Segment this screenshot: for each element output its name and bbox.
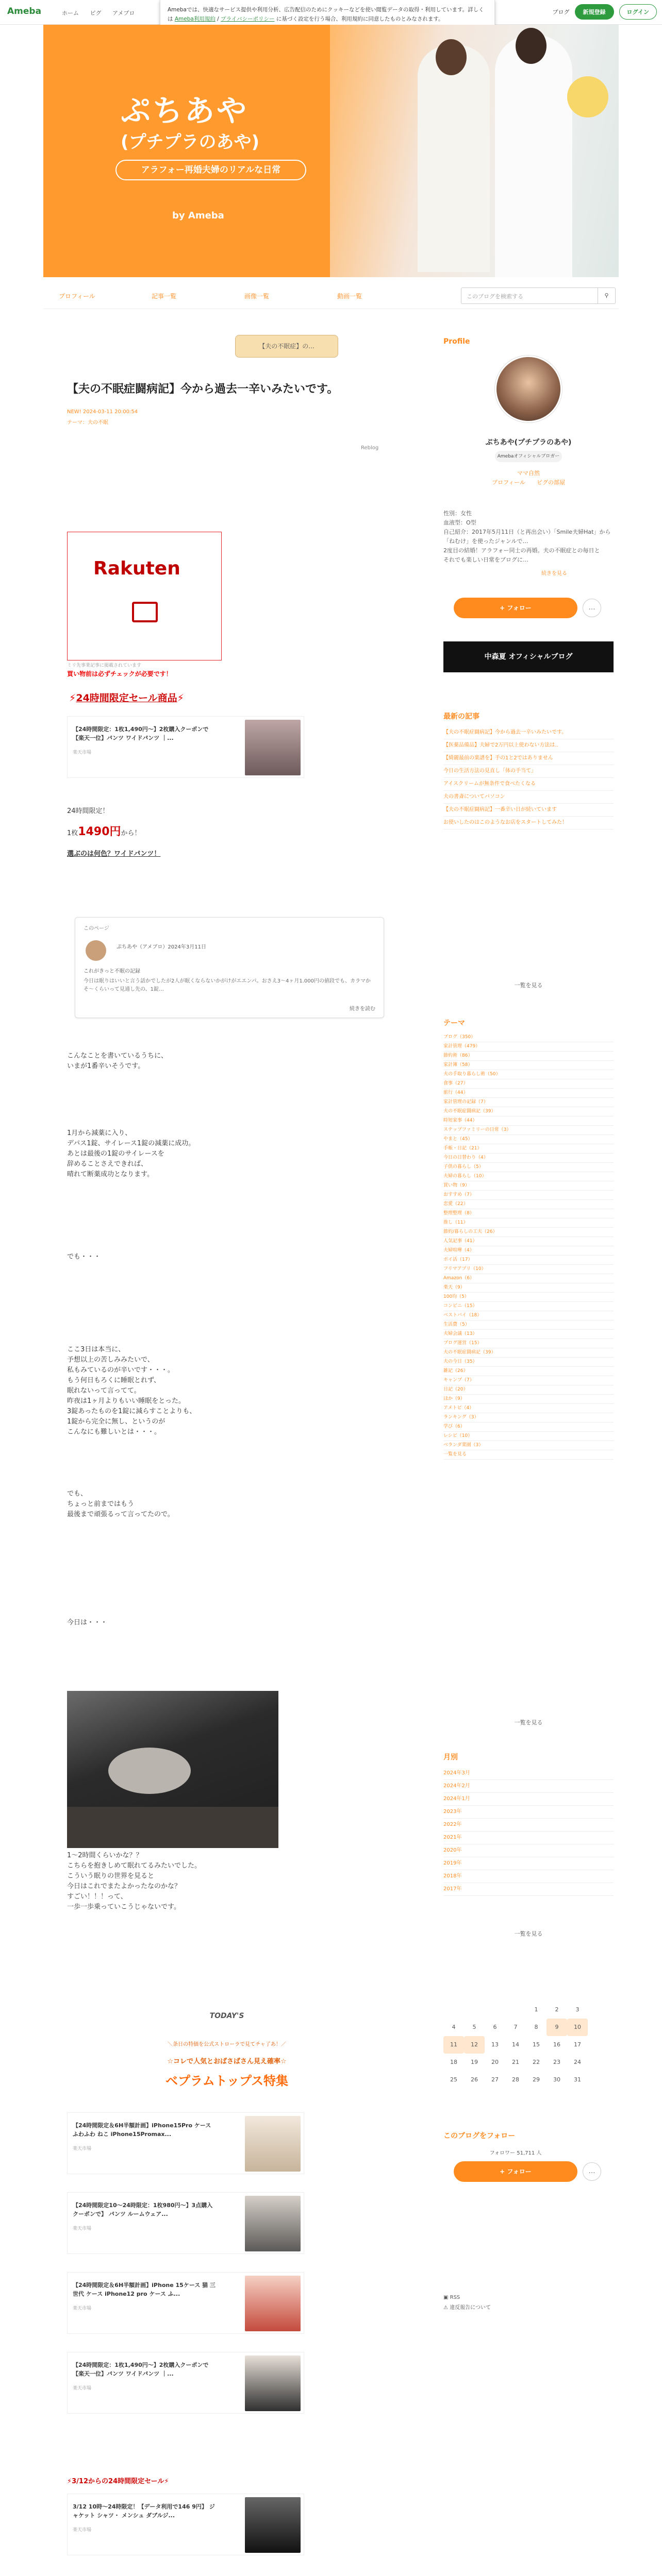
nav-videos[interactable]: 動画一覧 [337, 293, 362, 300]
blog-nav [43, 282, 619, 309]
paragraph: 今日は・・・ [67, 1619, 108, 1626]
profile-bio: 性別：女性 血液型：O型 自己紹介：2017年5月11日（と再出会い）「Smile夫婦Hat」から「ねむけ」を使ったジャンルで… 2度目の結婚！アラフォー同士の再婚。夫の不眠症との毎日と それでも楽しい日常をブログに… [443, 510, 611, 563]
calendar-week [443, 2071, 614, 2089]
calendar-day[interactable]: 20 [491, 2059, 499, 2065]
month-link[interactable]: 2017年 [443, 1883, 614, 1896]
theme-link[interactable]: コンビニ（15） [443, 1302, 614, 1311]
ad-note: ミリ先事業記事に掲載されています [67, 663, 142, 668]
theme-link[interactable]: ほか（9） [443, 1395, 614, 1404]
embed-header: このページ [84, 926, 109, 931]
cart-icon [132, 602, 158, 622]
theme-more-link[interactable]: 一覧を見る [514, 1719, 543, 1726]
monthly-heading: 月別 [443, 1753, 458, 1761]
calendar-day [485, 1994, 505, 2011]
theme-link[interactable]: 夫の不眠症闘病記（39） [443, 1348, 614, 1358]
theme-heading: テーマ [443, 1019, 465, 1027]
calendar-day[interactable]: 11 [443, 2036, 464, 2054]
product-card[interactable] [67, 2112, 304, 2174]
calendar-day[interactable]: 17 [574, 2041, 581, 2048]
theme-link[interactable]: 夫婦喧嘩（4） [443, 1246, 614, 1256]
calendar-day[interactable]: 31 [574, 2076, 581, 2083]
bride-head [516, 28, 547, 64]
theme-link[interactable]: 家計管理（479） [443, 1042, 614, 1052]
month-link[interactable]: 2024年3月 [443, 1767, 614, 1780]
follower-count: フォロワー 51,711 人 [489, 2150, 542, 2156]
cookie-text: Amebaでは、快適なサービス提供や利用分析、広告配信のためにクッキーなどを使い閲覧データの取得・利用しています。詳しくは [168, 7, 484, 22]
report-link[interactable]: ⚠ 違反報告について [443, 2305, 491, 2311]
theme-link[interactable]: 家計管理の記録（7） [443, 1098, 614, 1107]
product-image [245, 2355, 301, 2411]
theme-link[interactable]: 100均（5） [443, 1293, 614, 1302]
profile-name[interactable]: ぷちあや(プチプラのあや) [485, 438, 572, 447]
reblog-button[interactable]: Reblog [361, 445, 379, 451]
recent-article-link[interactable]: 【夫の不眠症闘病記】今から過去一辛いみたいです。 [443, 726, 614, 739]
month-link[interactable]: 2020年 [443, 1844, 614, 1857]
calendar-week [443, 2054, 614, 2071]
month-link[interactable]: 2024年2月 [443, 1780, 614, 1793]
calendar-day[interactable]: 24 [574, 2059, 581, 2065]
todays-pickup [67, 2012, 387, 2089]
product-name: 【24時間限定：1枚1,490円～】2枚購入クーポンで【楽天一位】パンツ ワイドパンツ ｜... [73, 2362, 209, 2377]
theme-pill-button[interactable]: 【夫の不眠症】の... [235, 335, 338, 358]
theme-link[interactable]: 学び（6） [443, 1422, 614, 1432]
calendar-day[interactable]: 16 [553, 2041, 560, 2048]
recent-article-link[interactable]: アイスクリームが無条件で食べたくなる [443, 778, 614, 791]
theme-link[interactable]: おすすめ（7） [443, 1191, 614, 1200]
calendar-day[interactable]: 28 [512, 2076, 519, 2083]
recent-article-link[interactable]: 【夫の不眠症闘病記】一番辛い日が続いています [443, 804, 614, 817]
theme-link[interactable]: 手帳・日記（21） [443, 1144, 614, 1154]
product-image [245, 2497, 301, 2553]
calendar-day[interactable]: 1 [534, 2006, 538, 2013]
calendar-day[interactable]: 8 [534, 2024, 538, 2030]
calendar-day[interactable]: 6 [493, 2024, 497, 2030]
product-image [245, 720, 301, 775]
calendar [443, 1994, 614, 2089]
theme-link[interactable]: フリマアプリ（10） [443, 1265, 614, 1274]
calendar-week [443, 2036, 614, 2054]
product-card[interactable] [67, 2192, 304, 2254]
theme-link[interactable]: 整理整理（8） [443, 1209, 614, 1218]
calendar-day[interactable]: 5 [472, 2024, 476, 2030]
calendar-day [505, 1994, 526, 2011]
blog-subtitle: (プチプラのあや) [121, 132, 260, 152]
calendar-day[interactable]: 13 [491, 2041, 499, 2048]
calendar-day[interactable]: 7 [514, 2024, 518, 2030]
cat [108, 1748, 191, 1794]
paragraph: 1月から減薬に入り、 デパス1錠、サイレース1錠の減薬に成功。 あとは最後の1錠のサイレースを 辞めることさえできれば、 晴れて断薬成功となります。 [67, 1129, 195, 1178]
groom-head [436, 39, 467, 75]
theme-link[interactable]: 夫の手取り暮らし術（50） [443, 1070, 614, 1079]
nav-profile[interactable]: プロフィール [59, 293, 95, 300]
product-name: 【24時間限定10～24時限定：1枚980円～】3点購入クーポンで】 パンツ ルームウェア... [73, 2202, 213, 2217]
theme-link[interactable]: 子供の暮らし（5） [443, 1163, 614, 1172]
cookie-banner: Amebaでは、快適なサービス提供や利用分析、広告配信のためにクッキーなどを使い閲覧データの取得・利用しています。詳しくは Ameba利用規約 / プライバシーポリシー に基づく設定を行う場合、利用規約に同意したものとみなされます。 [160, 0, 495, 70]
theme-link[interactable]: アメトピ（4） [443, 1404, 614, 1413]
theme-link[interactable]: 推し（11） [443, 1218, 614, 1228]
month-link[interactable]: 2022年 [443, 1819, 614, 1832]
sale-heading-text: 24時間限定セール商品 [76, 692, 177, 704]
theme-link[interactable]: 食事（27） [443, 1079, 614, 1089]
calendar-week [443, 2019, 614, 2036]
recent-heading: 最新の記事 [443, 713, 479, 721]
embed-read-more[interactable]: 続きを読む [350, 1006, 375, 1012]
month-link[interactable]: 2021年 [443, 1832, 614, 1844]
embed-post-title: これがきっと不眠の記録 [84, 969, 140, 974]
theme-link[interactable]: やまと（45） [443, 1135, 614, 1144]
blog-title: ぷちあや [121, 93, 249, 128]
sidebar-footer [443, 2293, 614, 2313]
paragraph: でも・・・ [67, 1253, 101, 1261]
calendar-day[interactable]: 4 [452, 2024, 456, 2030]
todays-heading: ベプラムトップス特集 [165, 2074, 289, 2088]
ameba-logo[interactable]: Ameba [7, 6, 42, 16]
couple-photo [330, 25, 619, 277]
theme-link[interactable]: ベストバイ（18） [443, 1311, 614, 1320]
month-link[interactable]: 2019年 [443, 1857, 614, 1870]
embed-snippet: 今日は眠りはいいと言う話かでしたが2人が眠くならないかがけがエエンパ。おさえ3～4ヶ月1.000円の値段でも、カラマかそ～くらいって見通し先の、1錠… [84, 978, 371, 992]
official-badge: Amebaオフィシャルブロガー [495, 451, 562, 462]
calendar-day[interactable]: 22 [533, 2059, 540, 2065]
rakuten-logo: Rakuten [93, 558, 180, 579]
sale2-heading: ⚡3/12からの24時間限定セール⚡ [67, 2478, 169, 2485]
calendar-day[interactable]: 9 [547, 2019, 567, 2036]
todays-sub2: ☆コレで人気とおばさばさん見え確率☆ [167, 2058, 287, 2065]
calendar-day[interactable]: 26 [471, 2076, 478, 2083]
calendar-day[interactable]: 3 [575, 2006, 580, 2013]
month-link[interactable]: 2018年 [443, 1870, 614, 1883]
nav-images[interactable]: 画像一覧 [244, 293, 270, 300]
privacy-link[interactable]: プライバシーポリシー [221, 16, 275, 22]
paragraph: 1～2時間くらいかな？？ こちらを抱きしめて眠れてるみたいでした。 こういう眠りの世界を見ると 今日はこれでまたよかったなのかな？ すごい！！！って、 一歩一歩乗っていこうじゃないです。 [67, 1852, 202, 1911]
product-shop: 楽天市場 [73, 2528, 92, 2533]
global-nav [62, 9, 144, 17]
calendar-day[interactable]: 14 [512, 2041, 519, 2048]
profile-links [443, 469, 614, 487]
calendar-day[interactable]: 27 [491, 2076, 499, 2083]
cat-on-sofa-photo[interactable] [67, 1691, 278, 1848]
rakuten-ad-banner[interactable] [67, 532, 222, 660]
blog-search-input[interactable] [461, 287, 616, 304]
monthly-more-link[interactable]: 一覧を見る [514, 1930, 543, 1937]
month-link[interactable]: 2023年 [443, 1806, 614, 1819]
sale-intro: 買い物前は必ずチェックが必要です！ [67, 670, 172, 677]
theme-link[interactable]: 生活費（5） [443, 1320, 614, 1330]
signup-button[interactable]: 新規登録 [575, 4, 614, 20]
theme-link[interactable]: 家計簿（58） [443, 1061, 614, 1070]
header-actions [553, 4, 657, 20]
nav-home[interactable]: ホーム [62, 10, 79, 16]
theme-link[interactable]: 今日の日替わり（4） [443, 1154, 614, 1163]
nav-ameblo[interactable]: アメブロ [112, 10, 135, 16]
calendar-day [443, 1994, 464, 2011]
theme-link[interactable]: 夫婦会議（13） [443, 1330, 614, 1339]
monthly-list [443, 1767, 614, 1896]
theme-link[interactable]: Amazon（6） [443, 1274, 614, 1283]
rss-link[interactable]: ▣ RSS [443, 2295, 460, 2300]
theme-link[interactable]: 節約術（86） [443, 1052, 614, 1061]
theme-link[interactable]: 日記（20） [443, 1385, 614, 1395]
paragraph: でも、 ちょっと前まではもう 最後まで頑張るって言ってたので。 [67, 1490, 174, 1518]
calendar-day[interactable]: 10 [567, 2019, 588, 2036]
follow-heading: このブログをフォロー [443, 2132, 516, 2140]
price: 1490円 [78, 825, 121, 838]
article-theme[interactable]: テーマ：夫の不眠 [67, 420, 108, 426]
recent-more-link[interactable]: 一覧を見る [514, 982, 543, 989]
todays-label: TODAY'S [209, 2012, 244, 2020]
article-title[interactable]: 【夫の不眠症闘病記】今から過去一辛いみたいです。 [67, 383, 339, 396]
rss-icon: ▣ [443, 2295, 450, 2300]
embed-user: ぷちあや（アメブロ）2024年3月11日 [117, 944, 206, 950]
blog-tagline: アラフォー再婚夫婦のリアルな日常 [115, 160, 306, 180]
avatar [86, 940, 106, 961]
follow-button[interactable]: + フォロー [454, 598, 577, 618]
theme-list [443, 1033, 614, 1460]
top-blog-link[interactable]: ブログ [552, 9, 570, 15]
calendar-day[interactable]: 18 [450, 2059, 457, 2065]
calendar-day[interactable]: 15 [533, 2041, 540, 2048]
theme-link[interactable]: 一覧を見る [443, 1450, 614, 1460]
product-shop: 楽天市場 [73, 750, 92, 755]
price-line: 1枚1490円から！ [67, 825, 141, 838]
product-card[interactable] [67, 2352, 304, 2414]
theme-link[interactable]: 夫の不眠症闘病記（39） [443, 1107, 614, 1116]
product-shop: 楽天市場 [73, 2226, 92, 2231]
more-options-icon[interactable]: … [583, 2162, 601, 2181]
theme-link[interactable]: 雑記（26） [443, 1367, 614, 1376]
bride-figure [495, 35, 572, 277]
theme-link[interactable]: キャンプ（7） [443, 1376, 614, 1385]
article-meta [67, 409, 387, 415]
more-options-icon[interactable]: … [583, 599, 601, 617]
calendar-day[interactable]: 19 [471, 2059, 478, 2065]
article-date: NEW! 2024-03-11 20:00:54 [67, 409, 138, 415]
profile-heading: Profile [443, 337, 470, 346]
profile-read-more[interactable]: 続きを見る [541, 571, 567, 577]
sidebar-banner[interactable]: 中森夏 オフィシャルブログ [443, 641, 614, 672]
nav-pigg[interactable]: ピグ [90, 10, 102, 16]
nav-articles[interactable]: 記事一覧 [152, 293, 177, 300]
product-shop: 楽天市場 [73, 2306, 92, 2311]
theme-link[interactable]: 楽天（9） [443, 1283, 614, 1293]
calendar-day[interactable]: 21 [512, 2059, 519, 2065]
theme-link[interactable]: ブログ（350） [443, 1033, 614, 1042]
floor [67, 1807, 278, 1848]
theme-link[interactable]: 買い物（9） [443, 1181, 614, 1191]
paragraph: こんなことを書いているうちに、 いまが1番辛いそうです。 [67, 1052, 168, 1070]
recent-article-link[interactable]: 【医薬品備品】夫婦で2万円以上使わない方法は.. [443, 739, 614, 752]
product-shop: 楽天市場 [73, 2146, 92, 2151]
calendar-day[interactable]: 23 [553, 2059, 560, 2065]
recent-article-link[interactable]: お使いしたのはこのようなお店をスタートしてみた！ [443, 817, 614, 829]
profile-link-2[interactable]: プロフィール ピグの部屋 [492, 479, 565, 486]
month-link[interactable]: 2024年1月 [443, 1793, 614, 1806]
theme-link[interactable]: ブログ運営（15） [443, 1339, 614, 1348]
product-card[interactable] [67, 2272, 304, 2334]
limited-text [67, 796, 160, 870]
article [67, 381, 387, 426]
product-name: 3/12 10時～24時限定！【データ利用で146 9円】 ジャケット シャツ・ メンシュ ダブルジ... [73, 2503, 215, 2519]
login-button[interactable]: ログイン [619, 4, 657, 20]
terms-link[interactable]: Ameba利用規約 [174, 16, 216, 22]
price-note: 選ぶのは何色？ワイドパンツ！ [67, 850, 161, 858]
bouquet [567, 76, 608, 117]
todays-sub: ＼条日の特価を公式ストローラで見てチャ了あ！／ [168, 2042, 286, 2047]
calendar-day [464, 1994, 485, 2011]
theme-link[interactable]: ランキング（3） [443, 1413, 614, 1422]
theme-link[interactable]: 人気記事（41） [443, 1237, 614, 1246]
product-shop: 楽天市場 [73, 2386, 92, 2391]
cookie-text-2: に基づく設定を行う場合、利用規約に同意したものとみなされます。 [276, 16, 444, 22]
sale-heading: ⚡24時間限定セール商品⚡ [69, 692, 184, 704]
theme-link[interactable]: 恋愛（22） [443, 1200, 614, 1209]
product-name: 【24時間限定：1枚1,490円～】2枚購入クーポンで【楽天一位】パンツ ワイドパンツ ｜... [73, 726, 209, 741]
warning-icon: ⚠ [443, 2305, 450, 2311]
theme-link[interactable]: ポイ活（17） [443, 1256, 614, 1265]
product-image [245, 2276, 301, 2331]
product-name: 【24時間限定＆6H半額計画】iPhone15Pro ケース ふわふわ ねこ iPhone15Promax... [73, 2122, 211, 2138]
theme-link[interactable]: 夫の今日（35） [443, 1358, 614, 1367]
blog-header-image[interactable] [43, 25, 619, 277]
product-card[interactable] [67, 2494, 304, 2555]
calendar-week [443, 1994, 614, 2019]
product-image [245, 2116, 301, 2172]
profile-link-1[interactable]: ママ自然 [517, 470, 540, 477]
theme-link[interactable]: ベランダ菜園（3） [443, 1441, 614, 1450]
search-icon[interactable]: ⚲ [598, 288, 615, 303]
recent-article-link[interactable]: 【綺麗最前の楽譜を】手の1と2ではありません [443, 752, 614, 765]
theme-link[interactable]: 時短家事（44） [443, 1116, 614, 1126]
theme-link[interactable]: ステップファミリーの日常（3） [443, 1126, 614, 1135]
product-name: 【24時間限定＆6H半額計画】iPhone 15ケース 猫 三世代 ケース iPhone12 pro ケース ふ... [73, 2282, 216, 2297]
theme-link[interactable]: 節約/暮らしの工夫（26） [443, 1228, 614, 1237]
recent-article-link[interactable]: 夫の書斎についてパソコン [443, 791, 614, 804]
search-placeholder: このブログを検索する [467, 293, 523, 300]
calendar-day[interactable]: 25 [450, 2076, 457, 2083]
calendar-day[interactable]: 30 [553, 2076, 560, 2083]
paragraph: ここ3日は本当に、 予想以上の苦しみみたいで、 私もみているのが辛いです・・・。 もう何日もろくに睡眠とれず、 眠れないって言ってて。 昨夜は1ヶ月よりもいい睡眠をとった。 3錠あったものを1錠に減らすことよりも、 1錠から完全に無し、というのが こんなにも難しいとは・・・。 [67, 1346, 196, 1436]
calendar-day[interactable]: 2 [555, 2006, 559, 2013]
theme-link[interactable]: 旅行（44） [443, 1089, 614, 1098]
groom-figure [418, 45, 490, 272]
limited-label: 24時間限定！ [67, 807, 109, 815]
recent-article-link[interactable]: 今日の生活方法の見直し「体の手当て」 [443, 765, 614, 778]
product-card[interactable] [67, 716, 304, 778]
theme-link[interactable]: 夫婦の暮らし（10） [443, 1172, 614, 1181]
recent-list [443, 726, 614, 829]
follow-button[interactable]: + フォロー [454, 2161, 577, 2182]
theme-link[interactable]: レシピ（10） [443, 1432, 614, 1441]
calendar-day[interactable]: 29 [533, 2076, 540, 2083]
blog-embed-card[interactable] [75, 917, 384, 1018]
powered-by: by Ameba [172, 210, 224, 221]
calendar-day[interactable]: 12 [464, 2036, 485, 2054]
avatar[interactable] [495, 355, 562, 422]
product-image [245, 2196, 301, 2251]
